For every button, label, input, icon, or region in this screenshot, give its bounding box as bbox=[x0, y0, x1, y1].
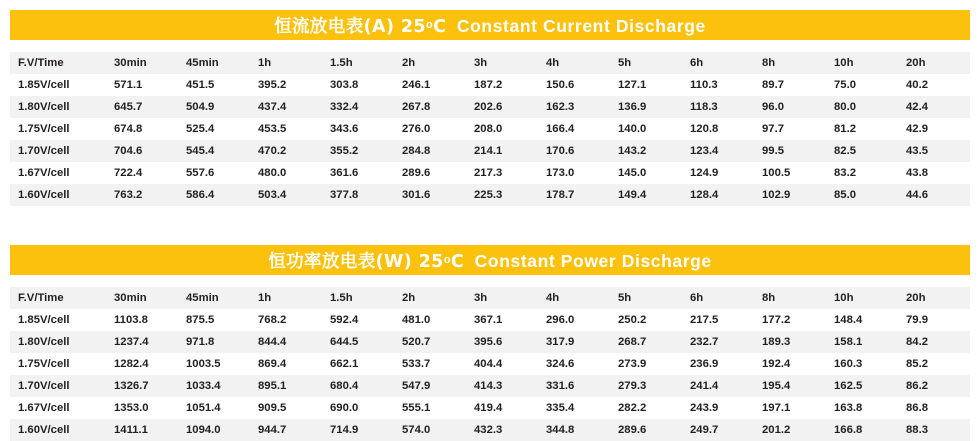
column-header: 1.5h bbox=[322, 52, 394, 74]
table-header-row bbox=[10, 287, 970, 309]
table-row bbox=[10, 140, 970, 162]
cell: 414.3 bbox=[466, 375, 538, 397]
cell: 86.2 bbox=[898, 375, 970, 397]
cell: 503.4 bbox=[250, 184, 322, 206]
cell: 453.5 bbox=[258, 123, 287, 135]
row-label: 1.60V/cell bbox=[10, 184, 106, 206]
cell: 202.6 bbox=[466, 96, 538, 118]
cell: 284.8 bbox=[394, 140, 466, 162]
cell: 273.9 bbox=[618, 358, 647, 370]
cell: 118.3 bbox=[682, 96, 754, 118]
cell: 128.4 bbox=[682, 184, 754, 206]
title-english: Constant Current Discharge bbox=[456, 15, 706, 36]
cell: 395.2 bbox=[258, 79, 287, 91]
cell: 1282.4 bbox=[114, 358, 149, 370]
cell: 844.4 bbox=[250, 331, 322, 353]
constant-power-discharge-block bbox=[10, 245, 970, 441]
column-header: 4h bbox=[538, 52, 610, 74]
cell: 574.0 bbox=[394, 419, 466, 441]
cell: 324.6 bbox=[546, 358, 575, 370]
cell: 432.3 bbox=[466, 419, 538, 441]
cell: 149.4 bbox=[610, 184, 682, 206]
cell: 243.9 bbox=[690, 402, 719, 414]
cell: 83.2 bbox=[834, 167, 856, 179]
title-degree-symbol: o bbox=[426, 18, 434, 31]
cell: 1003.5 bbox=[186, 358, 221, 370]
cell: 217.5 bbox=[690, 314, 719, 326]
row-label: 1.67V/cell bbox=[18, 402, 70, 414]
cell: 533.7 bbox=[402, 358, 431, 370]
cell: 236.9 bbox=[690, 358, 719, 370]
column-header: 2h bbox=[394, 287, 466, 309]
cell: 120.8 bbox=[690, 123, 719, 135]
column-header: 4h bbox=[538, 287, 610, 309]
cell: 150.6 bbox=[546, 79, 575, 91]
cell: 166.4 bbox=[546, 123, 575, 135]
constant-current-discharge-title-bar bbox=[10, 10, 970, 40]
cell: 99.5 bbox=[754, 140, 826, 162]
column-header: 45min bbox=[178, 287, 250, 309]
column-header: 30min bbox=[106, 287, 178, 309]
cell: 1411.1 bbox=[106, 419, 178, 441]
column-header: 6h bbox=[682, 287, 754, 309]
cell: 166.8 bbox=[826, 419, 898, 441]
constant-power-discharge-table bbox=[10, 287, 970, 441]
cell: 763.2 bbox=[106, 184, 178, 206]
cell: 82.5 bbox=[826, 140, 898, 162]
cell: 317.9 bbox=[538, 331, 610, 353]
cell: 192.4 bbox=[762, 358, 791, 370]
title-english: Constant Power Discharge bbox=[474, 250, 712, 271]
cell: 42.9 bbox=[906, 123, 928, 135]
cell: 124.9 bbox=[690, 167, 719, 179]
cell: 971.8 bbox=[178, 331, 250, 353]
table-row bbox=[10, 419, 970, 441]
row-label: 1.70V/cell bbox=[10, 375, 106, 397]
column-header: 5h bbox=[610, 52, 682, 74]
title-unit: C bbox=[433, 16, 447, 37]
cell: 592.4 bbox=[330, 314, 359, 326]
cell: 296.0 bbox=[546, 314, 575, 326]
cell: 102.9 bbox=[754, 184, 826, 206]
title-degree-symbol: o bbox=[443, 253, 451, 266]
cell: 644.5 bbox=[322, 331, 394, 353]
table-row bbox=[10, 118, 970, 140]
column-header: 8h bbox=[754, 287, 826, 309]
cell: 944.7 bbox=[250, 419, 322, 441]
cell: 163.8 bbox=[834, 402, 863, 414]
cell: 81.2 bbox=[834, 123, 856, 135]
cell: 331.6 bbox=[538, 375, 610, 397]
cell: 225.3 bbox=[466, 184, 538, 206]
column-header: 30min bbox=[106, 52, 178, 74]
cell: 1094.0 bbox=[178, 419, 250, 441]
cell: 768.2 bbox=[258, 314, 287, 326]
cell: 645.7 bbox=[106, 96, 178, 118]
cell: 96.0 bbox=[754, 96, 826, 118]
cell: 249.7 bbox=[682, 419, 754, 441]
cell: 586.4 bbox=[178, 184, 250, 206]
cell: 84.2 bbox=[898, 331, 970, 353]
constant-current-discharge-table bbox=[10, 52, 970, 206]
column-header: 6h bbox=[682, 52, 754, 74]
cell: 704.6 bbox=[106, 140, 178, 162]
cell: 162.3 bbox=[538, 96, 610, 118]
table-row bbox=[10, 96, 970, 118]
cell: 241.4 bbox=[682, 375, 754, 397]
row-label: 1.85V/cell bbox=[18, 79, 70, 91]
column-header: 10h bbox=[826, 287, 898, 309]
column-header: 20h bbox=[898, 52, 970, 74]
row-label: 1.60V/cell bbox=[10, 419, 106, 441]
cell: 232.7 bbox=[682, 331, 754, 353]
cell: 145.0 bbox=[618, 167, 647, 179]
cell: 123.4 bbox=[682, 140, 754, 162]
cell: 344.8 bbox=[538, 419, 610, 441]
column-header: 5h bbox=[610, 287, 682, 309]
table-header-row bbox=[10, 52, 970, 74]
cell: 714.9 bbox=[322, 419, 394, 441]
cell: 1237.4 bbox=[106, 331, 178, 353]
table-row bbox=[10, 162, 970, 184]
row-label: 1.75V/cell bbox=[18, 123, 70, 135]
cell: 136.9 bbox=[610, 96, 682, 118]
column-header: 1.5h bbox=[322, 287, 394, 309]
cell: 189.3 bbox=[754, 331, 826, 353]
column-header: 10h bbox=[826, 52, 898, 74]
cell: 722.4 bbox=[114, 167, 143, 179]
cell: 481.0 bbox=[402, 314, 431, 326]
column-header: F.V/Time bbox=[10, 52, 106, 74]
cell: 674.8 bbox=[114, 123, 143, 135]
cell: 43.5 bbox=[898, 140, 970, 162]
cell: 246.1 bbox=[402, 79, 431, 91]
cell: 355.2 bbox=[322, 140, 394, 162]
cell: 680.4 bbox=[322, 375, 394, 397]
cell: 80.0 bbox=[826, 96, 898, 118]
cell: 110.3 bbox=[690, 79, 718, 91]
cell: 480.0 bbox=[258, 167, 287, 179]
cell: 127.1 bbox=[618, 79, 647, 91]
table-row bbox=[10, 353, 970, 375]
cell: 85.0 bbox=[826, 184, 898, 206]
cell: 451.5 bbox=[186, 79, 215, 91]
cell: 470.2 bbox=[250, 140, 322, 162]
row-label: 1.80V/cell bbox=[10, 331, 106, 353]
cell: 187.2 bbox=[474, 79, 503, 91]
cell: 525.4 bbox=[186, 123, 215, 135]
cell: 201.2 bbox=[754, 419, 826, 441]
cell: 1033.4 bbox=[178, 375, 250, 397]
column-header: 1h bbox=[250, 52, 322, 74]
row-label: 1.67V/cell bbox=[18, 167, 70, 179]
cell: 571.1 bbox=[114, 79, 143, 91]
cell: 86.8 bbox=[906, 402, 928, 414]
cell: 1353.0 bbox=[114, 402, 149, 414]
row-label: 1.80V/cell bbox=[10, 96, 106, 118]
cell: 214.1 bbox=[466, 140, 538, 162]
row-label: 1.70V/cell bbox=[10, 140, 106, 162]
cell: 88.3 bbox=[898, 419, 970, 441]
cell: 178.7 bbox=[538, 184, 610, 206]
title-unit: C bbox=[450, 251, 465, 272]
cell: 332.4 bbox=[322, 96, 394, 118]
table-row bbox=[10, 184, 970, 206]
cell: 335.4 bbox=[546, 402, 575, 414]
cell: 208.0 bbox=[474, 123, 503, 135]
cell: 79.9 bbox=[906, 314, 928, 326]
cell: 85.2 bbox=[906, 358, 928, 370]
cell: 289.6 bbox=[402, 167, 431, 179]
cell: 895.1 bbox=[250, 375, 322, 397]
title-chinese: 恒流放电表(A) 25 bbox=[274, 16, 426, 37]
cell: 217.3 bbox=[474, 167, 503, 179]
cell: 40.2 bbox=[906, 79, 928, 91]
table-row bbox=[10, 309, 970, 331]
column-header: 20h bbox=[898, 287, 970, 309]
cell: 173.0 bbox=[546, 167, 575, 179]
cell: 875.5 bbox=[186, 314, 215, 326]
cell: 267.8 bbox=[394, 96, 466, 118]
cell: 690.0 bbox=[330, 402, 359, 414]
cell: 100.5 bbox=[762, 167, 791, 179]
cell: 160.3 bbox=[834, 358, 863, 370]
column-header: F.V/Time bbox=[10, 287, 106, 309]
cell: 75.0 bbox=[834, 79, 856, 91]
column-header: 2h bbox=[394, 52, 466, 74]
cell: 395.6 bbox=[466, 331, 538, 353]
cell: 279.3 bbox=[610, 375, 682, 397]
row-label: 1.85V/cell bbox=[18, 314, 70, 326]
constant-power-discharge-title bbox=[268, 248, 712, 273]
constant-current-discharge-title bbox=[274, 13, 706, 38]
cell: 162.5 bbox=[826, 375, 898, 397]
cell: 869.4 bbox=[258, 358, 287, 370]
constant-power-discharge-title-bar bbox=[10, 245, 970, 275]
cell: 195.4 bbox=[754, 375, 826, 397]
table-row bbox=[10, 397, 970, 419]
cell: 909.5 bbox=[258, 402, 287, 414]
cell: 43.8 bbox=[906, 167, 928, 179]
cell: 547.9 bbox=[394, 375, 466, 397]
cell: 1103.8 bbox=[114, 314, 148, 326]
cell: 89.7 bbox=[762, 79, 784, 91]
cell: 97.7 bbox=[762, 123, 784, 135]
cell: 250.2 bbox=[618, 314, 647, 326]
cell: 662.1 bbox=[330, 358, 359, 370]
cell: 303.8 bbox=[330, 79, 359, 91]
cell: 545.4 bbox=[178, 140, 250, 162]
cell: 140.0 bbox=[618, 123, 647, 135]
cell: 419.4 bbox=[474, 402, 503, 414]
cell: 42.4 bbox=[898, 96, 970, 118]
cell: 367.1 bbox=[474, 314, 503, 326]
cell: 301.6 bbox=[394, 184, 466, 206]
cell: 343.6 bbox=[330, 123, 359, 135]
cell: 1051.4 bbox=[186, 402, 221, 414]
cell: 197.1 bbox=[762, 402, 791, 414]
cell: 282.2 bbox=[618, 402, 647, 414]
column-header: 1h bbox=[250, 287, 322, 309]
cell: 557.6 bbox=[186, 167, 215, 179]
title-chinese: 恒功率放电表(W) 25 bbox=[268, 251, 444, 272]
cell: 276.0 bbox=[402, 123, 431, 135]
column-header: 45min bbox=[178, 52, 250, 74]
table-row bbox=[10, 74, 970, 96]
column-header: 3h bbox=[466, 52, 538, 74]
cell: 177.2 bbox=[762, 314, 791, 326]
cell: 289.6 bbox=[610, 419, 682, 441]
table-row bbox=[10, 331, 970, 353]
cell: 44.6 bbox=[898, 184, 970, 206]
column-header: 8h bbox=[754, 52, 826, 74]
cell: 404.4 bbox=[474, 358, 503, 370]
cell: 504.9 bbox=[178, 96, 250, 118]
cell: 437.4 bbox=[250, 96, 322, 118]
cell: 555.1 bbox=[402, 402, 431, 414]
cell: 361.6 bbox=[330, 167, 359, 179]
table-row bbox=[10, 375, 970, 397]
cell: 158.1 bbox=[826, 331, 898, 353]
cell: 520.7 bbox=[394, 331, 466, 353]
column-header: 3h bbox=[466, 287, 538, 309]
cell: 377.8 bbox=[322, 184, 394, 206]
cell: 148.4 bbox=[834, 314, 863, 326]
cell: 1326.7 bbox=[106, 375, 178, 397]
constant-current-discharge-block bbox=[10, 10, 970, 206]
cell: 143.2 bbox=[610, 140, 682, 162]
cell: 268.7 bbox=[610, 331, 682, 353]
cell: 170.6 bbox=[538, 140, 610, 162]
row-label: 1.75V/cell bbox=[18, 358, 70, 370]
